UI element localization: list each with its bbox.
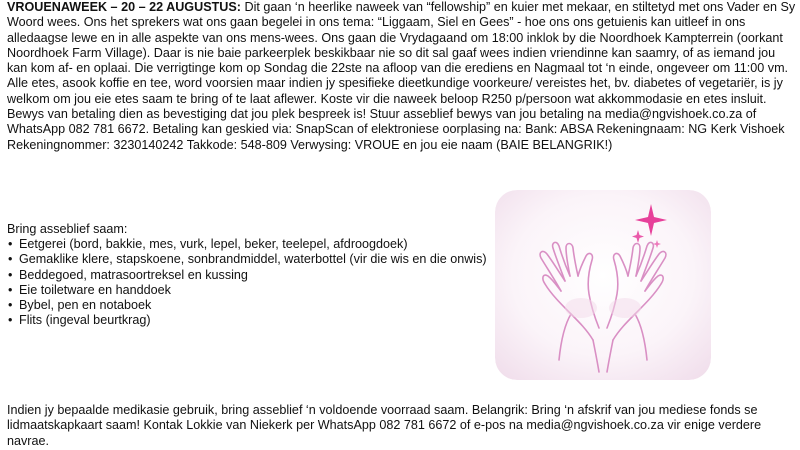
intro-paragraph (7, 0, 797, 153)
bring-list-title: Bring asseblief saam: (7, 222, 128, 236)
open-hands-sparkle-icon (495, 190, 711, 380)
event-heading: VROUENAWEEK – 20 – 22 AUGUSTUS: (7, 0, 241, 14)
list-item: • Beddegoed, matrasoortreksel en kussing (7, 268, 487, 283)
footer-paragraph: Indien jy bepaalde medikasie gebruik, bring asseblief ‘n voldoende voorraad saam. Belangrik: Bring ‘n afskrif van jou mediese fonds se lidmaatskapkaart saam! Kontak Lokkie van Niekerk per WhatsApp 082 781 6672 of e-pos na media@ngvishoek.co.za vir enige verdere navrae. (7, 403, 762, 448)
event-description: Dit gaan ‘n heerlike naweek van “fellowship” en kuier met mekaar, en stiltetyd met ons Vader en Sy Woord wees. Ons het sprekers wat ons gaan begelei in ons tema: “Liggaam, Siel en Gees” - hoe ons ons getuienis kan uitleef in ons alledaagse lewe en in alle aspekte van ons mens-wees. Ons gaan die Vrydagaand om 18:00 inklok by die Noordhoek Kampterrein (oorkant Noordhoek Farm Village). Daar is nie baie parkeerplek beskikbaar nie so dit sal gaaf wees indien vriendinne kan saamry, of as iemand jou kan kom af- en oplaai. Die verrigtinge kom op Sondag die 22ste na afloop van die erediens en Nagmaal tot ‘n einde, ongeveer om 11:00 vm. Alle etes, asook koffie en tee, word voorsien maar indien jy spesifieke dieetkundige voorkeure/ vereistes het, bv. diabetes of vegetariër, is jy welkom om jou eie etes saam te bring of te laat aflewer. Koste vir die naweek beloop R250 p/persoon wat akkommodasie en etes insluit. Bewys van betaling dien as bevestiging dat jou plek bespreek is! Stuur asseblief bewys van jou betaling na media@ngvishoek.co.za of WhatsApp 082 781 6672. Betaling kan geskied via: SnapScan of elektroniese oorplasing na: Bank: ABSA Rekeningnaam: NG Kerk Vishoek Rekeningnommer: 3230140242 Takkode: 548-809 Verwysing: VROUE en jou eie naam (BAIE BELANGRIK!) (7, 0, 796, 152)
list-item: • Gemaklike klere, stapskoene, sonbrandmiddel, waterbottel (vir die wis en die onwis) (7, 252, 487, 267)
list-item: • Flits (ingeval beurtkrag) (7, 313, 487, 328)
list-item: • Eie toiletware en handdoek (7, 283, 487, 298)
list-item: • Bybel, pen en notaboek (7, 298, 487, 313)
list-item: • Eetgerei (bord, bakkie, mes, vurk, lepel, beker, teelepel, afdroogdoek) (7, 237, 487, 252)
bring-list (7, 237, 487, 329)
